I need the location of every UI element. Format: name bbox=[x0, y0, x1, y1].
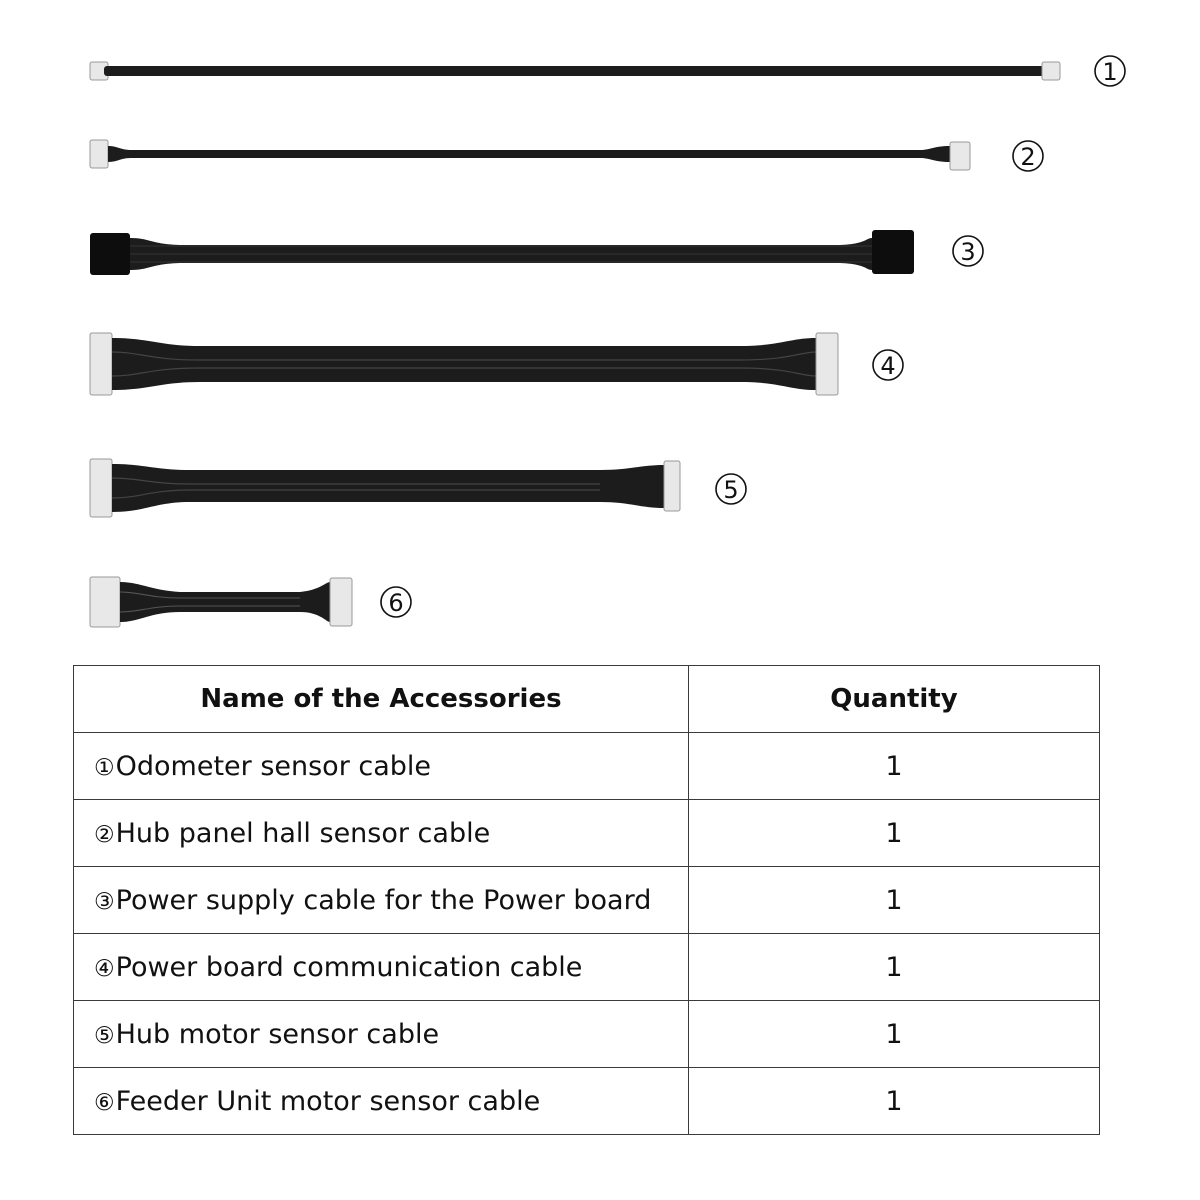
cable-6-number: 6 bbox=[388, 589, 404, 617]
row-3-mark: ③ bbox=[94, 888, 115, 915]
row-4-name: Power board communication cable bbox=[115, 951, 583, 983]
row-3-name: Power supply cable for the Power board bbox=[115, 884, 652, 916]
row-2-qty: 1 bbox=[689, 800, 1100, 867]
row-6-mark: ⑥ bbox=[94, 1089, 115, 1116]
header-quantity: Quantity bbox=[689, 666, 1100, 733]
accessories-table bbox=[73, 665, 1100, 1135]
row-6-qty: 1 bbox=[689, 1068, 1100, 1135]
cable-3 bbox=[90, 230, 983, 275]
row-4-mark: ④ bbox=[94, 955, 115, 982]
table-header-row bbox=[74, 666, 1100, 733]
row-1-qty: 1 bbox=[689, 733, 1100, 800]
cable-1 bbox=[90, 56, 1125, 86]
row-1-name: Odometer sensor cable bbox=[115, 750, 432, 782]
row-4-qty: 1 bbox=[689, 934, 1100, 1001]
cable-2 bbox=[90, 140, 1043, 171]
row-3-qty: 1 bbox=[689, 867, 1100, 934]
row-3-name-cell bbox=[74, 867, 689, 934]
cable-1-number: 1 bbox=[1102, 58, 1118, 86]
header-name: Name of the Accessories bbox=[74, 666, 689, 733]
cable-4 bbox=[90, 333, 903, 395]
row-5-name-cell bbox=[74, 1001, 689, 1068]
table-row bbox=[74, 1068, 1100, 1135]
cable-6 bbox=[90, 577, 411, 627]
row-6-name: Feeder Unit motor sensor cable bbox=[115, 1085, 541, 1117]
table-row bbox=[74, 733, 1100, 800]
row-6-name-cell bbox=[74, 1068, 689, 1135]
cable-5 bbox=[90, 459, 746, 517]
row-4-name-cell bbox=[74, 934, 689, 1001]
row-2-name-cell bbox=[74, 800, 689, 867]
row-5-mark: ⑤ bbox=[94, 1022, 115, 1049]
row-5-qty: 1 bbox=[689, 1001, 1100, 1068]
table-row bbox=[74, 800, 1100, 867]
cable-4-number: 4 bbox=[880, 352, 896, 380]
cable-3-number: 3 bbox=[960, 238, 976, 266]
cable-2-number: 2 bbox=[1020, 143, 1036, 171]
row-1-mark: ① bbox=[94, 754, 115, 781]
row-2-name: Hub panel hall sensor cable bbox=[115, 817, 491, 849]
table-row bbox=[74, 1001, 1100, 1068]
table-row bbox=[74, 934, 1100, 1001]
row-5-name: Hub motor sensor cable bbox=[115, 1018, 440, 1050]
cable-5-number: 5 bbox=[723, 476, 739, 504]
row-1-name-cell bbox=[74, 733, 689, 800]
table-row bbox=[74, 867, 1100, 934]
row-2-mark: ② bbox=[94, 821, 115, 848]
